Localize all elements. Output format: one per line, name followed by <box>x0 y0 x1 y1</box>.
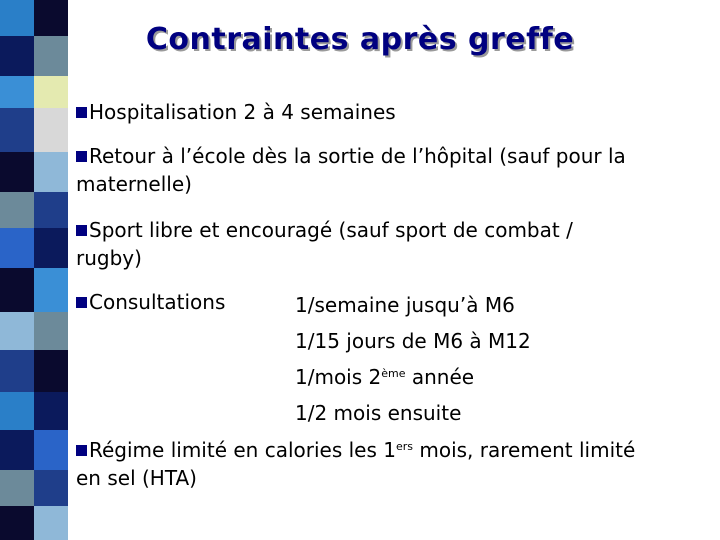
bullet-text: Consultations <box>89 290 226 314</box>
bullet-text: Sport libre et encouragé (sauf sport de combat / <box>89 218 573 242</box>
stripe-block <box>0 350 34 392</box>
bullet-sport <box>76 216 696 272</box>
stripe-block <box>34 152 68 192</box>
stripe-block <box>0 268 34 312</box>
stripe-block <box>34 108 68 152</box>
schedule-text: 1/mois 2 <box>295 365 382 389</box>
stripe-block <box>34 430 68 470</box>
stripe-block <box>34 192 68 228</box>
decorative-side-stripe <box>0 0 68 540</box>
consultation-schedule <box>295 287 531 431</box>
bullet-text: mois, rarement limité <box>413 438 636 462</box>
stripe-block <box>34 506 68 540</box>
bullet-text: Hospitalisation 2 à 4 semaines <box>89 100 396 124</box>
stripe-block <box>0 192 34 228</box>
stripe-block <box>34 392 68 430</box>
stripe-block <box>0 108 34 152</box>
stripe-block <box>0 76 34 108</box>
stripe-block <box>34 470 68 506</box>
bullet-retour-ecole <box>76 142 696 198</box>
bullet-text-continuation: maternelle) <box>76 172 192 196</box>
stripe-block <box>34 268 68 312</box>
bullet-text: Retour à l’école dès la sortie de l’hôpital (sauf pour la <box>89 144 626 168</box>
stripe-block <box>34 312 68 350</box>
bullet-square-icon <box>76 225 87 236</box>
stripe-block <box>34 228 68 268</box>
stripe-block <box>34 76 68 108</box>
bullet-consultations <box>76 288 286 316</box>
stripe-block <box>0 228 34 268</box>
bullet-square-icon <box>76 445 87 456</box>
bullet-square-icon <box>76 107 87 118</box>
schedule-line: 1/2 mois ensuite <box>295 401 462 425</box>
bullet-hospitalisation <box>76 98 696 126</box>
bullet-text-continuation: en sel (HTA) <box>76 466 197 490</box>
stripe-block <box>0 312 34 350</box>
schedule-line: 1/15 jours de M6 à M12 <box>295 329 531 353</box>
stripe-block <box>0 430 34 470</box>
bullet-square-icon <box>76 151 87 162</box>
bullet-text: Régime limité en calories les 1 <box>89 438 396 462</box>
stripe-block <box>0 152 34 192</box>
stripe-block <box>0 506 34 540</box>
schedule-text: année <box>405 365 475 389</box>
superscript: ème <box>381 367 406 380</box>
schedule-line: 1/semaine jusqu’à M6 <box>295 293 515 317</box>
superscript: ers <box>395 440 413 453</box>
bullet-square-icon <box>76 297 87 308</box>
slide-title: Contraintes après greffe <box>145 22 575 57</box>
stripe-block <box>0 470 34 506</box>
bullet-regime <box>76 436 696 492</box>
bullet-text-continuation: rugby) <box>76 246 142 270</box>
stripe-block <box>34 350 68 392</box>
schedule-line <box>295 359 531 395</box>
stripe-block <box>0 392 34 430</box>
